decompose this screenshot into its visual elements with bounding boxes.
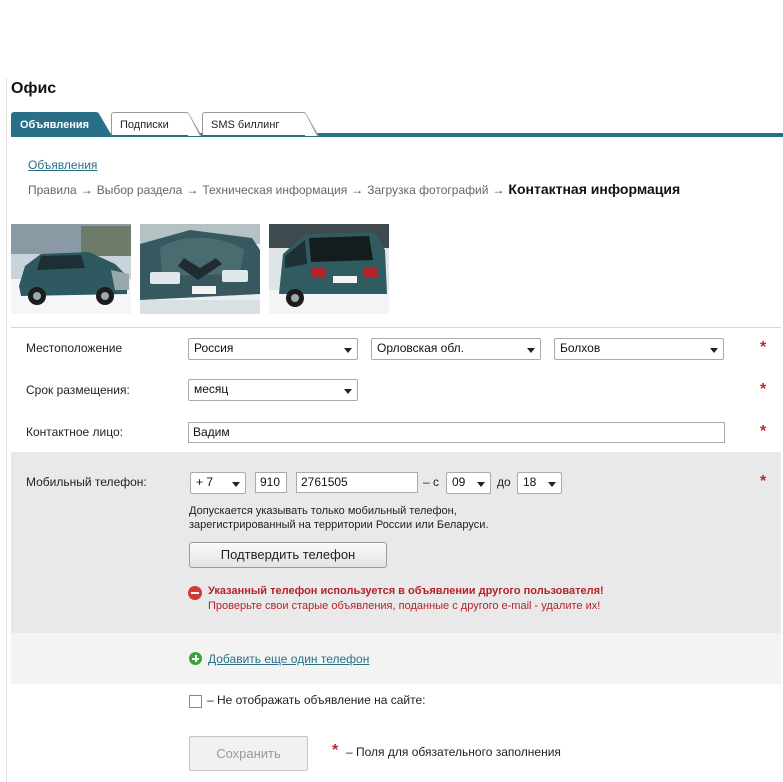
required-star: * xyxy=(760,339,767,356)
tab-sms-billing[interactable] xyxy=(202,112,306,135)
step-arrow: → xyxy=(492,183,505,197)
tab-subscriptions[interactable] xyxy=(111,112,189,135)
country-select[interactable] xyxy=(188,338,358,360)
tab-ads-label: Объявления xyxy=(20,119,90,131)
phone-note xyxy=(189,504,569,532)
step-arrow: → xyxy=(186,183,199,197)
save-button[interactable]: Сохранить xyxy=(189,736,308,771)
period-value: месяц xyxy=(194,382,229,396)
chevron-down-icon xyxy=(527,348,535,353)
step-rules: Правила xyxy=(28,183,77,197)
call-from-value: 09 xyxy=(452,475,466,489)
required-star: * xyxy=(760,473,767,490)
country-code-select[interactable] xyxy=(190,472,246,494)
confirm-phone-button[interactable]: Подтвердить телефон xyxy=(189,542,387,568)
contact-label: Контактное лицо: xyxy=(26,425,123,439)
from-label: – с xyxy=(423,475,440,489)
country-code-value: + 7 xyxy=(196,475,214,489)
period-label: Срок размещения: xyxy=(26,383,130,397)
phone-number-input[interactable]: 2761505 xyxy=(296,472,418,493)
step-photos: Загрузка фотографий xyxy=(367,183,489,197)
add-plus-icon[interactable] xyxy=(189,652,202,665)
step-section: Выбор раздела xyxy=(96,183,183,197)
location-label: Местоположение xyxy=(26,341,123,355)
city-value: Болхов xyxy=(560,341,601,355)
period-select[interactable] xyxy=(188,379,358,401)
required-star: * xyxy=(760,381,767,398)
area-code-input[interactable]: 910 xyxy=(255,472,287,493)
required-note: – Поля для обязательного заполнения xyxy=(346,745,561,759)
country-value: Россия xyxy=(194,341,234,355)
car-photo-rear-icon xyxy=(269,224,389,314)
city-select[interactable] xyxy=(554,338,724,360)
step-current-contact: Контактная информация xyxy=(508,181,681,197)
step-tech-info: Техническая информация xyxy=(202,183,348,197)
tab-ads[interactable] xyxy=(11,112,99,135)
add-phone-section xyxy=(11,633,781,684)
car-photo-hood-damaged-icon xyxy=(140,224,260,314)
contact-name-input[interactable]: Вадим xyxy=(188,422,725,443)
section-divider xyxy=(11,327,781,328)
add-phone-link[interactable]: Добавить еще один телефон xyxy=(208,652,370,666)
tab-subscriptions-label: Подписки xyxy=(120,119,169,131)
chevron-down-icon xyxy=(344,348,352,353)
step-arrow: → xyxy=(351,183,364,197)
phone-note-line1: Допускается указывать только мобильный телефон, xyxy=(189,505,457,517)
phone-note-line2: зарегистрированный на территории России или Беларуси. xyxy=(189,519,489,531)
chevron-down-icon xyxy=(344,389,352,394)
chevron-down-icon xyxy=(477,482,485,487)
to-label: до xyxy=(497,475,511,489)
required-star: * xyxy=(760,423,767,440)
step-arrow: → xyxy=(80,183,93,197)
region-select[interactable] xyxy=(371,338,541,360)
chevron-down-icon xyxy=(548,482,556,487)
breadcrumb-ads-link[interactable]: Объявления xyxy=(28,158,98,172)
tab-bar xyxy=(11,110,783,136)
chevron-down-icon xyxy=(232,482,240,487)
error-detail: Проверьте свои старые объявления, поданные с другого e-mail - удалите их! xyxy=(208,600,601,612)
hide-ad-checkbox[interactable] xyxy=(189,695,202,708)
tab-sms-billing-label: SMS биллинг xyxy=(211,119,280,131)
left-border xyxy=(6,78,7,782)
required-legend-star: * xyxy=(332,742,339,759)
call-to-value: 18 xyxy=(523,475,537,489)
car-photo-front-damaged-icon xyxy=(11,224,131,314)
car-photo-1[interactable] xyxy=(11,224,131,314)
hide-ad-label: – Не отображать объявление на сайте: xyxy=(207,693,426,707)
car-photo-3[interactable] xyxy=(269,224,389,314)
error-title: Указанный телефон используется в объявлении другого пользователя! xyxy=(208,585,604,597)
car-photo-2[interactable] xyxy=(140,224,260,314)
chevron-down-icon xyxy=(710,348,718,353)
error-icon xyxy=(188,586,202,600)
page-title: Офис xyxy=(11,80,57,97)
call-from-select[interactable] xyxy=(446,472,491,494)
phone-label: Мобильный телефон: xyxy=(26,475,147,489)
call-to-select[interactable] xyxy=(517,472,562,494)
region-value: Орловская обл. xyxy=(377,341,465,355)
wizard-steps xyxy=(28,181,680,197)
